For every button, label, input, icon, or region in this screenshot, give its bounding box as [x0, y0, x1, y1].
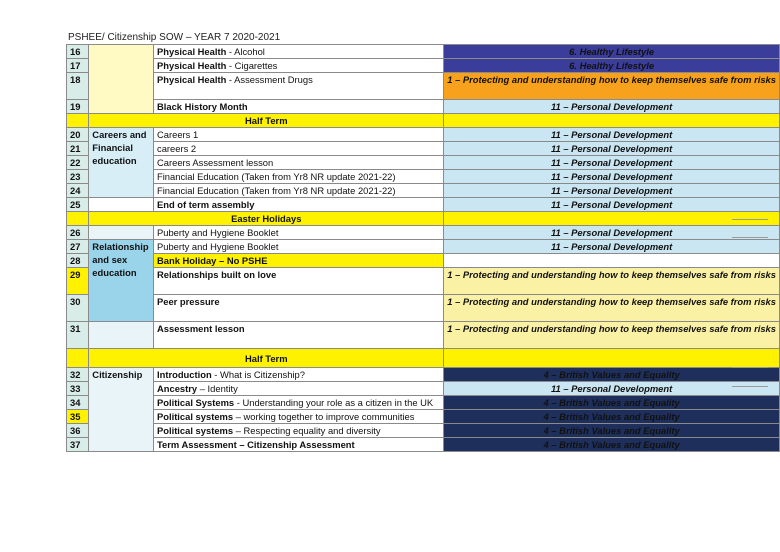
link-cell: 1 – Protecting and understanding how to keep themselves safe from risks — [444, 322, 780, 349]
lesson-number: 34 — [67, 396, 89, 410]
lesson-number: 30 — [67, 295, 89, 322]
table-row — [67, 226, 780, 240]
lesson-number: 27 — [67, 240, 89, 254]
table-row — [67, 410, 780, 424]
link-cell: 1 – Protecting and understanding how to keep themselves safe from risks — [444, 268, 780, 295]
table-row — [67, 322, 780, 349]
lesson-number: 33 — [67, 382, 89, 396]
lesson-title: Puberty and Hygiene Booklet — [154, 226, 444, 240]
lesson-number: 36 — [67, 424, 89, 438]
link-cell: 11 – Personal Development — [444, 128, 780, 142]
table-row — [67, 170, 780, 184]
lesson-number: 22 — [67, 156, 89, 170]
lesson-title: Ancestry – Identity — [154, 382, 444, 396]
link-cell: 4 – British Values and Equality — [444, 438, 780, 452]
table-row — [67, 240, 780, 254]
table-row — [67, 254, 780, 268]
lesson-title: Political systems – Respecting equality and diversity — [154, 424, 444, 438]
link-cell: 1 – Protecting and understanding how to keep themselves safe from risks — [444, 73, 780, 100]
half-term-label: Half Term — [89, 349, 444, 368]
table-row — [67, 142, 780, 156]
topic-relationships: Relationship and sex education — [89, 240, 154, 322]
scheme-of-work-table — [66, 44, 780, 452]
table-row — [67, 59, 780, 73]
divider — [732, 237, 768, 238]
link-cell: 11 – Personal Development — [444, 198, 780, 212]
table-row — [67, 295, 780, 322]
link-cell: 6. Healthy Lifestyle — [444, 59, 780, 73]
lesson-number: 29 — [67, 268, 89, 295]
lesson-title: Black History Month — [154, 100, 444, 114]
lesson-title: Careers Assessment lesson — [154, 156, 444, 170]
link-cell: 11 – Personal Development — [444, 170, 780, 184]
divider — [732, 219, 768, 220]
link-cell: 1 – Protecting and understanding how to keep themselves safe from risks — [444, 295, 780, 322]
lesson-number: 28 — [67, 254, 89, 268]
link-cell: 4 – British Values and Equality — [444, 424, 780, 438]
link-cell: 4 – British Values and Equality — [444, 396, 780, 410]
half-term-band — [67, 114, 780, 128]
table-row — [67, 184, 780, 198]
lesson-number: 19 — [67, 100, 89, 114]
half-term-band — [67, 349, 780, 368]
lesson-number: 32 — [67, 368, 89, 382]
lesson-number: 37 — [67, 438, 89, 452]
table-row — [67, 382, 780, 396]
lesson-number: 26 — [67, 226, 89, 240]
lesson-title: Careers 1 — [154, 128, 444, 142]
topic-cell — [89, 45, 154, 114]
table-row — [67, 268, 780, 295]
table-row — [67, 396, 780, 410]
lesson-title: Term Assessment – Citizenship Assessment — [154, 438, 444, 452]
link-cell — [444, 254, 780, 268]
link-cell: 11 – Personal Development — [444, 184, 780, 198]
lesson-title: Puberty and Hygiene Booklet — [154, 240, 444, 254]
lesson-number: 16 — [67, 45, 89, 59]
table-row — [67, 424, 780, 438]
lesson-title: Bank Holiday – No PSHE — [154, 254, 444, 268]
lesson-number: 24 — [67, 184, 89, 198]
table-row — [67, 45, 780, 59]
lesson-title: Political systems – working together to improve communities — [154, 410, 444, 424]
lesson-title: Physical Health - Cigarettes — [154, 59, 444, 73]
topic-careers: Careers and Financial education — [89, 128, 154, 198]
lesson-title: Physical Health - Assessment Drugs — [154, 73, 444, 100]
link-cell: 11 – Personal Development — [444, 240, 780, 254]
lesson-title: Relationships built on love — [154, 268, 444, 295]
topic-citizenship: Citizenship — [89, 368, 154, 452]
lesson-title: Physical Health - Alcohol — [154, 45, 444, 59]
link-cell: 4 – British Values and Equality — [444, 410, 780, 424]
lesson-title: careers 2 — [154, 142, 444, 156]
table-row — [67, 368, 780, 382]
link-cell: 11 – Personal Development — [444, 142, 780, 156]
document-title: PSHEE/ Citizenship SOW – YEAR 7 2020-2021 — [68, 32, 281, 43]
lesson-number: 17 — [67, 59, 89, 73]
link-cell: 11 – Personal Development — [444, 382, 780, 396]
lesson-title: Political Systems - Understanding your role as a citizen in the UK — [154, 396, 444, 410]
lesson-number: 35 — [67, 410, 89, 424]
link-cell: 11 – Personal Development — [444, 100, 780, 114]
lesson-title: Introduction - What is Citizenship? — [154, 368, 444, 382]
easter-band — [67, 212, 780, 226]
lesson-title: Financial Education (Taken from Yr8 NR update 2021-22) — [154, 184, 444, 198]
table-row — [67, 156, 780, 170]
lesson-number: 21 — [67, 142, 89, 156]
lesson-number: 25 — [67, 198, 89, 212]
half-term-label: Half Term — [89, 114, 444, 128]
divider — [732, 386, 768, 387]
lesson-number: 18 — [67, 73, 89, 100]
table-row — [67, 438, 780, 452]
table-row — [67, 100, 780, 114]
lesson-title: Financial Education (Taken from Yr8 NR update 2021-22) — [154, 170, 444, 184]
table-row — [67, 73, 780, 100]
lesson-number: 31 — [67, 322, 89, 349]
lesson-number: 20 — [67, 128, 89, 142]
link-cell: 11 – Personal Development — [444, 226, 780, 240]
link-cell: 11 – Personal Development — [444, 156, 780, 170]
divider — [732, 367, 768, 368]
easter-label: Easter Holidays — [89, 212, 444, 226]
lesson-number: 23 — [67, 170, 89, 184]
link-cell: 6. Healthy Lifestyle — [444, 45, 780, 59]
table-row — [67, 198, 780, 212]
lesson-title: Assessment lesson — [154, 322, 444, 349]
table-row — [67, 128, 780, 142]
lesson-title: End of term assembly — [154, 198, 444, 212]
link-cell: 4 – British Values and Equality — [444, 368, 780, 382]
lesson-title: Peer pressure — [154, 295, 444, 322]
